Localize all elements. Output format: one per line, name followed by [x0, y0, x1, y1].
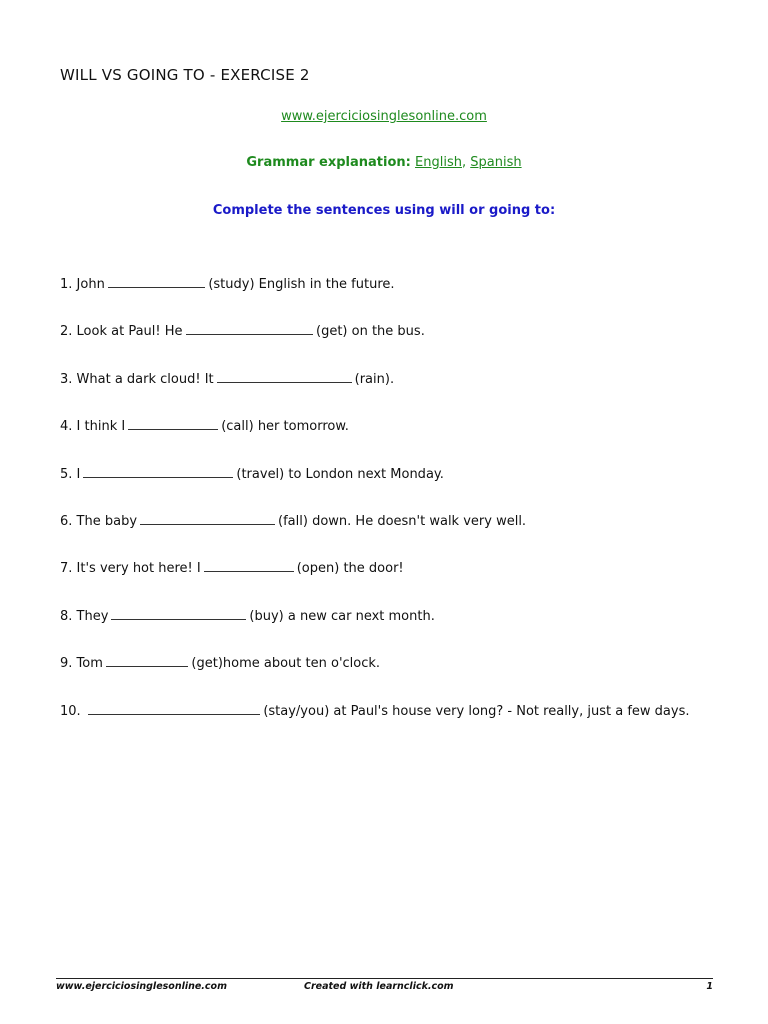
- answer-blank[interactable]: [128, 416, 218, 430]
- question-text-after: (study) English in the future.: [208, 277, 395, 292]
- question-number: 2.: [60, 324, 73, 340]
- question-item: [60, 511, 750, 558]
- question-text-after: (call) her tomorrow.: [221, 419, 349, 435]
- answer-blank[interactable]: [111, 606, 246, 620]
- answer-blank[interactable]: [88, 701, 261, 715]
- question-text-after: (get) on the bus.: [316, 324, 425, 340]
- question-text-after: (get)home about ten o'clock.: [191, 656, 381, 672]
- question-item: [60, 558, 750, 605]
- question-text-before: Look at Paul! He: [76, 324, 183, 340]
- question-item: [60, 464, 750, 511]
- question-text-after: (rain).: [354, 371, 395, 387]
- instruction-text: Complete the sentences using will or going to:: [212, 203, 556, 218]
- question-number: 8.: [60, 608, 73, 624]
- question-text-after: (travel) to London next Monday.: [236, 466, 444, 482]
- footer-site: www.ejerciciosinglesonline.com: [56, 981, 227, 992]
- grammar-label: Grammar explanation:: [246, 155, 411, 170]
- question-text-after: (stay/you) at Paul's house very long? - Not really, just a few days.: [263, 703, 690, 719]
- question-item: [60, 606, 750, 653]
- answer-blank[interactable]: [204, 558, 294, 572]
- footer-page-number: 1: [706, 981, 713, 992]
- footer-divider: [56, 978, 713, 979]
- answer-blank[interactable]: [140, 511, 275, 525]
- question-text-after: (open) the door!: [296, 561, 404, 577]
- english-link[interactable]: English: [415, 155, 462, 170]
- answer-blank[interactable]: [108, 274, 206, 288]
- question-number: 10.: [60, 703, 81, 719]
- question-number: 3.: [60, 371, 73, 387]
- answer-blank[interactable]: [106, 653, 189, 667]
- page-title: WILL VS GOING TO - EXERCISE 2: [60, 66, 310, 84]
- question-item: [60, 416, 750, 463]
- question-item: [60, 701, 750, 748]
- question-text-before: John: [76, 277, 105, 292]
- question-text-before: Tom: [76, 656, 103, 672]
- question-number: 6.: [60, 513, 73, 529]
- question-item: [60, 274, 750, 321]
- question-text-before: The baby: [76, 513, 138, 529]
- answer-blank[interactable]: [217, 369, 352, 383]
- footer-credit: Created with learnclick.com: [304, 981, 454, 992]
- question-text-after: (fall) down. He doesn't walk very well.: [278, 513, 527, 529]
- spanish-link[interactable]: Spanish: [470, 155, 522, 170]
- question-number: 5.: [60, 466, 73, 482]
- question-number: 9.: [60, 656, 73, 672]
- question-number: 7.: [60, 561, 73, 577]
- question-text-before: I: [76, 466, 81, 482]
- question-number: 4.: [60, 419, 73, 435]
- question-text-before: They: [76, 608, 109, 624]
- answer-blank[interactable]: [83, 464, 233, 478]
- question-number: 1.: [60, 277, 73, 292]
- link-separator: ,: [461, 155, 467, 170]
- question-item: [60, 321, 750, 368]
- grammar-explanation-row: [0, 155, 768, 170]
- question-item: [60, 369, 750, 416]
- question-text-before: I think I: [76, 419, 126, 435]
- question-text-after: (buy) a new car next month.: [249, 608, 435, 624]
- site-link-row: [0, 109, 768, 124]
- answer-blank[interactable]: [186, 321, 314, 335]
- questions-list: [60, 274, 750, 748]
- question-text-before: What a dark cloud! It: [76, 371, 214, 387]
- question-text-before: It's very hot here! I: [76, 561, 201, 577]
- question-item: [60, 653, 750, 700]
- site-link[interactable]: www.ejerciciosinglesonline.com: [281, 109, 487, 124]
